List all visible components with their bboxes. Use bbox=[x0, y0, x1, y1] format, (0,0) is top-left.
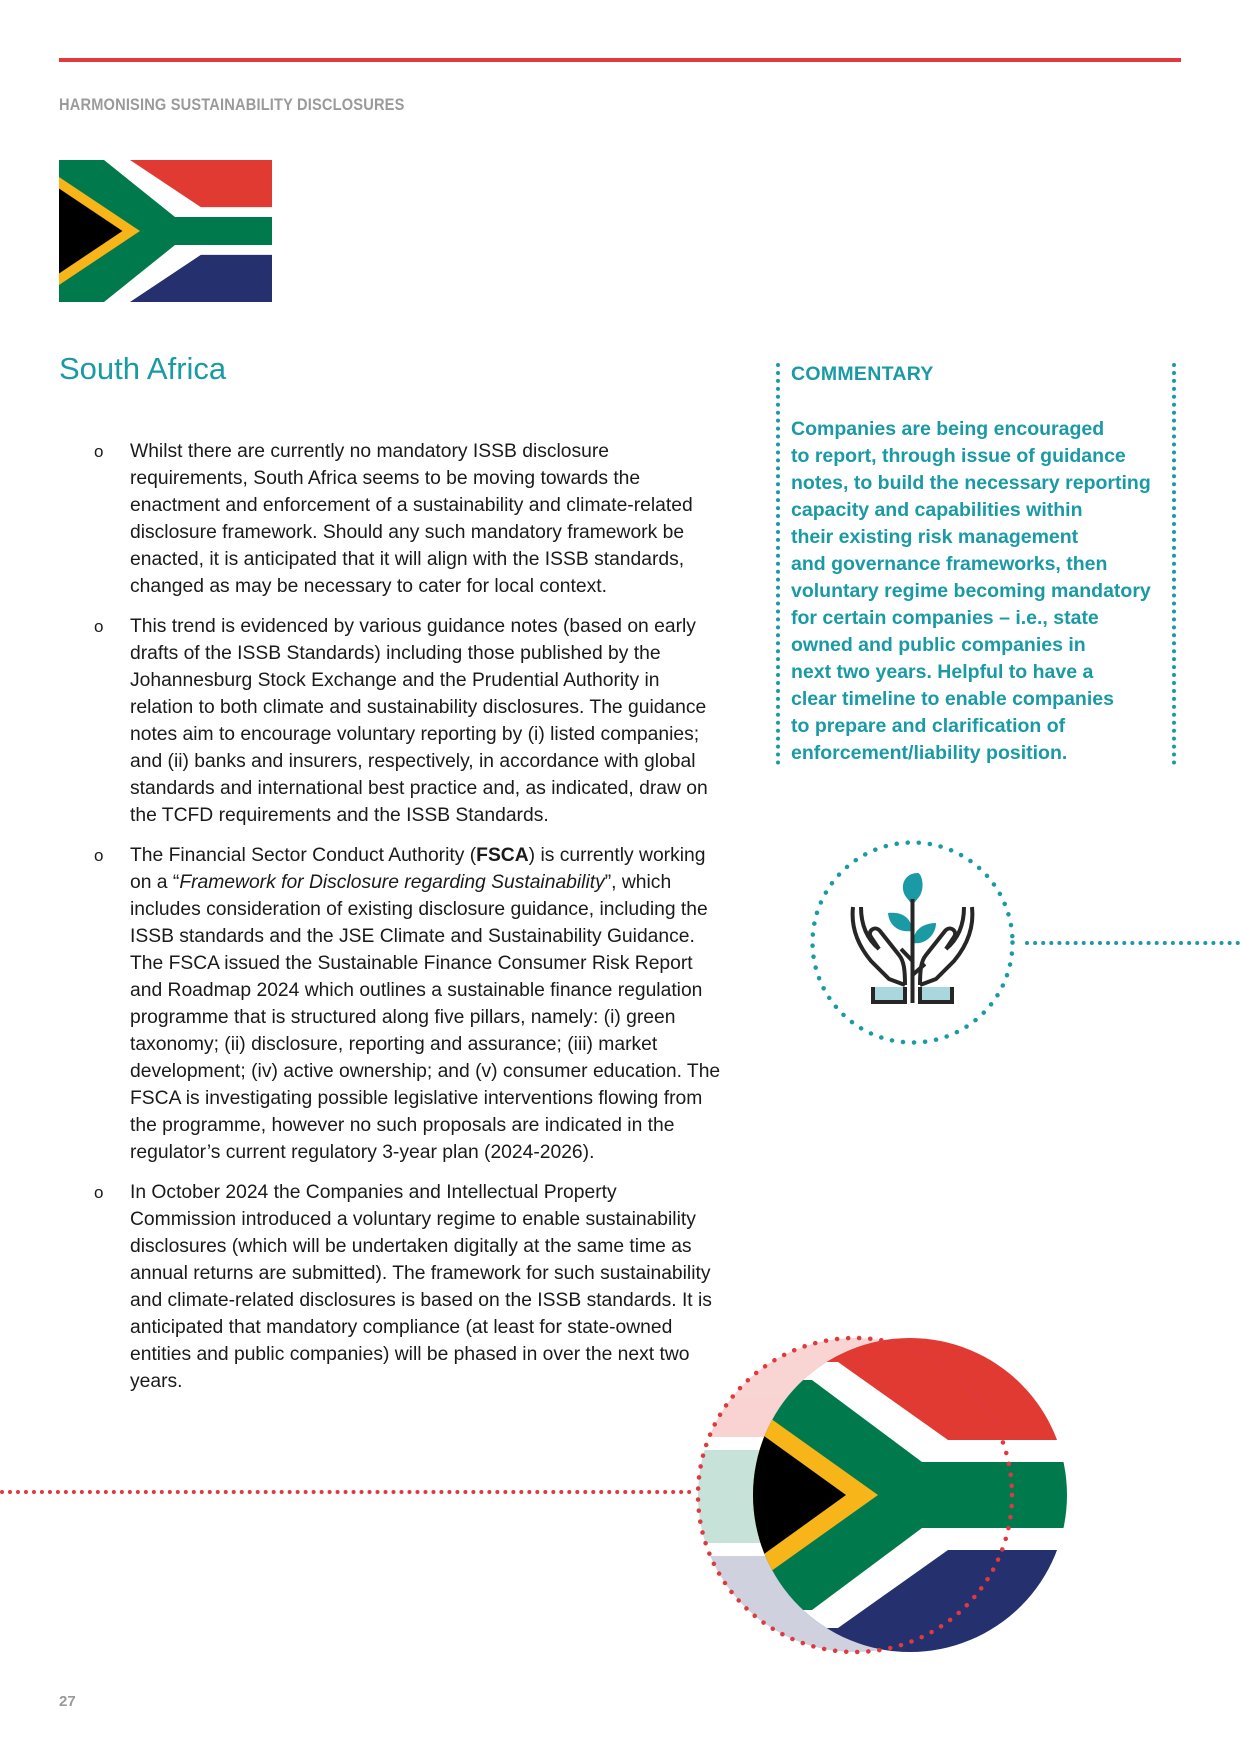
list-item bbox=[86, 613, 726, 829]
bullet-marker: o bbox=[94, 1183, 104, 1202]
bullet-marker: o bbox=[94, 617, 104, 636]
list-item bbox=[86, 842, 726, 1166]
fsca-abbreviation: FSCA bbox=[476, 845, 529, 866]
list-item bbox=[86, 438, 726, 600]
commentary-body: Companies are being encouraged to report, through issue of guidance notes, to build the necessary reporting capacity and capabilities within their existing risk management and governance frameworks, then voluntary regime becoming mandatory for certain companies – i.e., state owned and public companies in next two years. Helpful to have a clear timeline to enable companies to prepare and clarification of enforcement/liability position. bbox=[791, 418, 1151, 764]
running-header: HARMONISING SUSTAINABILITY DISCLOSURES bbox=[59, 95, 405, 114]
bullet-text: This trend is evidenced by various guidance notes (based on early drafts of the ISSB Standards) including those published by the Johannesburg Stock Exchange and the Prudential Authority in relation to both climate and sustainability disclosures. The guidance notes aim to encourage voluntary reporting by (i) listed companies; and (ii) banks and insurers, respectively, in accordance with global standards and international best practice and, as indicated, draw on the TCFD requirements and the ISSB Standards. bbox=[130, 616, 708, 826]
list-item bbox=[86, 1179, 726, 1395]
south-africa-flag-circles-icon bbox=[690, 1330, 1190, 1662]
bullet-marker: o bbox=[94, 442, 104, 461]
red-dotted-connector bbox=[0, 1490, 692, 1494]
page-title: South Africa bbox=[59, 351, 227, 386]
bullet-marker: o bbox=[94, 846, 104, 865]
commentary-title: COMMENTARY bbox=[791, 363, 934, 385]
commentary-left-border bbox=[776, 363, 780, 765]
teal-dotted-connector bbox=[1025, 941, 1240, 945]
bullet-text: Whilst there are currently no mandatory ISSB disclosure requirements, South Africa seems to be moving towards the enactment and enforcement of a sustainability and climate-related disclosure framework. Should any such mandatory framework be enacted, it is anticipated that it will align with the ISSB standards, changed as may be necessary to cater for local context. bbox=[130, 441, 693, 597]
hands-holding-plant-icon bbox=[805, 835, 1020, 1050]
commentary-box bbox=[776, 363, 1182, 765]
page-number: 27 bbox=[59, 1693, 76, 1710]
bullet-text: In October 2024 the Companies and Intellectual Property Commission introduced a voluntary regime to enable sustainability disclosures (which will be undertaken digitally at the same time as annual returns are submitted). The framework for such sustainability and climate-related disclosures is based on the ISSB standards. It is anticipated that mandatory compliance (at least for state-owned entities and public companies) will be phased in over the next two years. bbox=[130, 1182, 712, 1392]
south-africa-flag-icon bbox=[59, 160, 272, 302]
bullet-text: The Financial Sector Conduct Authority (FSCA) is currently working on a “Framework for Disclosure regarding Sustainability”, which includes consideration of existing disclosure guidance, including the ISSB standards and the JSE Climate and Sustainability Guidance. The FSCA issued the Sustainable Finance Consumer Risk Report and Roadmap 2024 which outlines a sustainable finance regulation programme that is structured along five pillars, namely: (i) green taxonomy; (ii) disclosure, reporting and assurance; (iii) market development; (iv) active ownership; and (v) consumer education. The FSCA is investigating possible legislative interventions flowing from the programme, however no such proposals are indicated in the regulator’s current regulatory 3-year plan (2024-2026). bbox=[130, 845, 721, 1163]
framework-title: Framework for Disclosure regarding Sustainability bbox=[179, 872, 605, 893]
bullet-list bbox=[86, 438, 726, 1408]
top-rule bbox=[59, 58, 1181, 62]
